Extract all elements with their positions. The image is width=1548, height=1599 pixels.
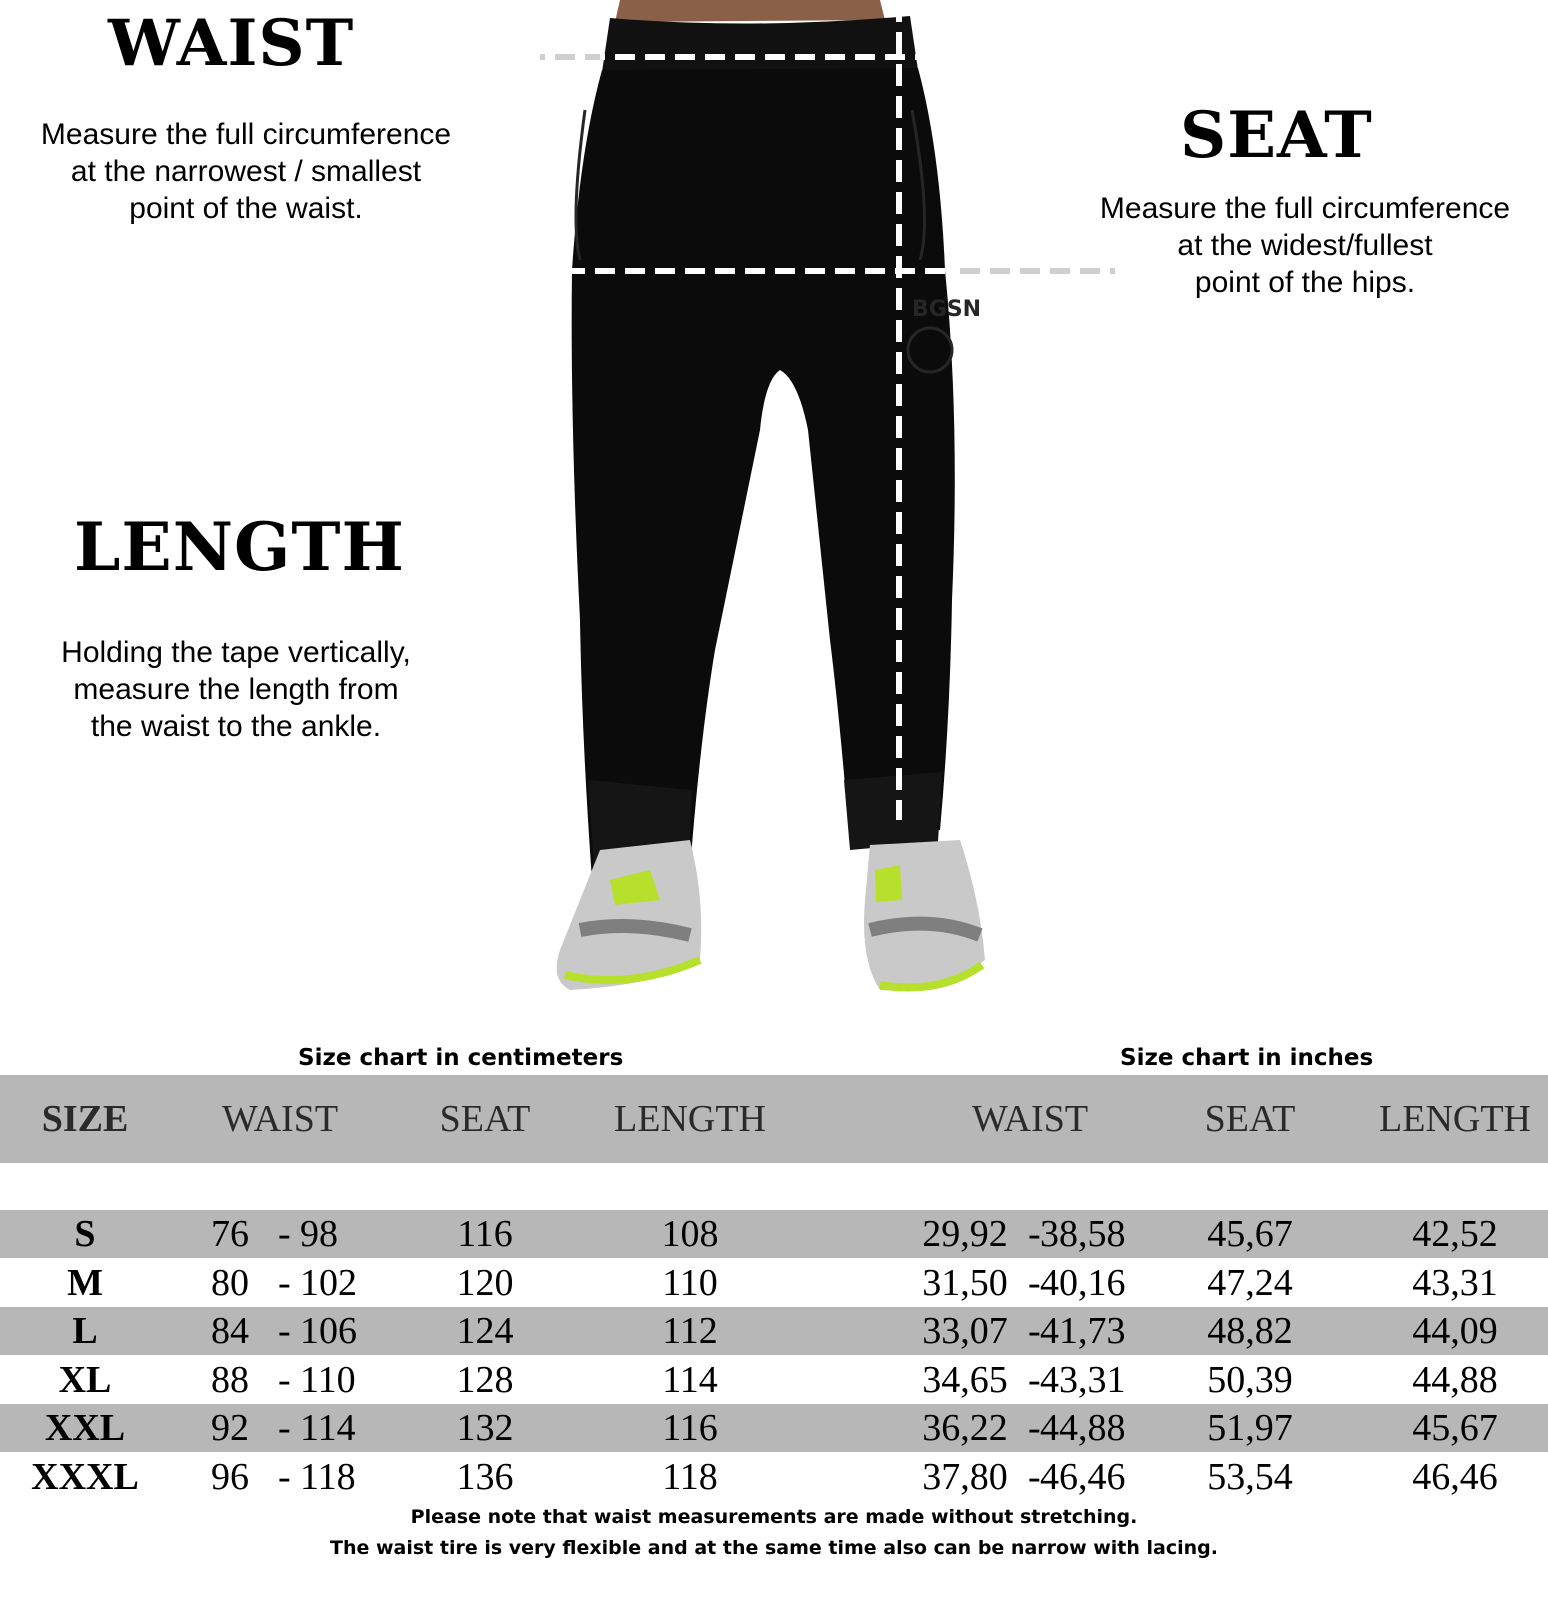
cell-in-seat: 47,24: [1207, 1261, 1293, 1304]
cell-size: XXXL: [31, 1455, 139, 1498]
cell-in-waist-min: 33,07: [922, 1310, 1008, 1352]
length-description: Holding the tape vertically, measure the length from the waist to the ankle.: [61, 636, 411, 743]
note-line-1: Please note that waist measurements are made without stretching.: [410, 1506, 1138, 1528]
note-line-2: The waist tire is very flexible and at the same time also can be narrow with lacing.: [330, 1537, 1218, 1559]
cell-cm-length: 118: [662, 1455, 718, 1498]
cell-cm-waist-min: 80: [211, 1261, 249, 1304]
cm-range-separator: -: [278, 1455, 291, 1498]
cell-size: L: [72, 1310, 98, 1352]
cm-range-separator: -: [278, 1358, 291, 1401]
cell-in-waist-min: 34,65: [922, 1358, 1008, 1401]
torso-skin: [615, 0, 885, 22]
cell-in-waist-max: 38,58: [1040, 1213, 1126, 1255]
cell-cm-length: 112: [662, 1310, 718, 1352]
in-range-separator: -: [1028, 1213, 1041, 1255]
cell-size: XL: [58, 1358, 112, 1401]
cell-in-seat: 48,82: [1207, 1310, 1293, 1352]
cell-size: S: [74, 1213, 96, 1255]
cell-in-waist-max: 44,88: [1040, 1407, 1126, 1449]
cell-in-waist-min: 29,92: [922, 1213, 1008, 1255]
header-cm-length: LENGTH: [614, 1098, 766, 1140]
cell-in-length: 44,09: [1412, 1310, 1498, 1352]
pants-body: [572, 68, 955, 880]
cell-in-length: 42,52: [1412, 1213, 1498, 1255]
in-range-separator: -: [1028, 1310, 1041, 1352]
pants-waistband: [602, 16, 918, 76]
header-in-length: LENGTH: [1379, 1098, 1531, 1140]
cm-range-separator: -: [278, 1310, 291, 1352]
cell-cm-waist-max: 102: [300, 1261, 357, 1304]
cell-in-waist-min: 36,22: [922, 1407, 1008, 1449]
cell-in-waist-min: 37,80: [922, 1455, 1008, 1498]
cm-range-separator: -: [278, 1213, 291, 1255]
header-cm-seat: SEAT: [439, 1098, 531, 1140]
pants-right-cuff: [844, 772, 942, 850]
cell-cm-length: 108: [661, 1213, 719, 1255]
cell-cm-waist-min: 92: [211, 1407, 249, 1449]
cm-range-separator: -: [278, 1407, 291, 1449]
cell-cm-seat: 136: [456, 1455, 514, 1498]
cell-in-seat: 53,54: [1207, 1455, 1293, 1498]
cell-cm-waist-max: 98: [300, 1213, 338, 1255]
cell-size: XXL: [44, 1407, 126, 1449]
cell-cm-waist-min: 76: [211, 1213, 249, 1255]
cell-cm-waist-max: 118: [300, 1455, 356, 1498]
cell-cm-seat: 120: [456, 1261, 514, 1304]
waist-description: Measure the full circumference at the narrowest / smallest point of the waist.: [40, 118, 452, 225]
pants-model-figure: [540, 0, 1120, 1000]
waist-heading: WAIST: [108, 6, 355, 81]
in-range-separator: -: [1028, 1455, 1041, 1498]
cell-cm-waist-min: 96: [211, 1455, 249, 1498]
header-cm-waist: WAIST: [221, 1098, 339, 1140]
cell-in-length: 46,46: [1412, 1455, 1498, 1498]
cell-cm-waist-max: 114: [300, 1407, 356, 1449]
seat-description: Measure the full circumference at the widest/fullest point of the hips.: [1099, 192, 1511, 299]
cell-in-waist-max: 41,73: [1040, 1310, 1126, 1352]
header-in-seat: SEAT: [1204, 1098, 1296, 1140]
cell-in-waist-max: 46,46: [1040, 1455, 1126, 1498]
cell-in-seat: 50,39: [1207, 1358, 1293, 1401]
cell-cm-seat: 128: [456, 1358, 514, 1401]
cell-cm-waist-max: 106: [300, 1310, 357, 1352]
in-range-separator: -: [1028, 1358, 1041, 1401]
cell-in-seat: 51,97: [1207, 1407, 1293, 1449]
in-range-separator: -: [1028, 1261, 1041, 1304]
right-shoe: [864, 840, 985, 991]
cell-in-waist-min: 31,50: [922, 1261, 1008, 1304]
cell-cm-seat: 132: [456, 1407, 514, 1449]
length-heading: LENGTH: [74, 508, 405, 586]
seat-heading: SEAT: [1180, 98, 1373, 173]
cm-chart-title: Size chart in centimeters: [298, 1045, 624, 1071]
cell-cm-length: 116: [662, 1407, 718, 1449]
cell-in-waist-max: 43,31: [1040, 1358, 1126, 1401]
cell-cm-seat: 124: [456, 1310, 514, 1352]
inch-chart-title: Size chart in inches: [1120, 1045, 1374, 1071]
cell-cm-waist-min: 84: [211, 1310, 249, 1352]
cell-cm-waist-max: 110: [300, 1358, 356, 1401]
header-in-waist: WAIST: [971, 1098, 1089, 1140]
cell-in-length: 43,31: [1412, 1261, 1498, 1304]
cm-range-separator: -: [278, 1261, 291, 1304]
cell-in-waist-max: 40,16: [1040, 1261, 1126, 1304]
cell-cm-length: 110: [662, 1261, 718, 1304]
cell-cm-seat: 116: [457, 1213, 513, 1255]
cell-in-length: 45,67: [1412, 1407, 1498, 1449]
pants-logo: BGSN: [912, 297, 982, 322]
cell-cm-length: 114: [662, 1358, 718, 1401]
cell-cm-waist-min: 88: [211, 1358, 249, 1401]
in-range-separator: -: [1028, 1407, 1041, 1449]
header-size: SIZE: [41, 1098, 129, 1140]
cell-in-seat: 45,67: [1207, 1213, 1293, 1255]
cell-size: M: [67, 1261, 103, 1304]
left-shoe: [557, 840, 702, 990]
cell-in-length: 44,88: [1412, 1358, 1498, 1401]
